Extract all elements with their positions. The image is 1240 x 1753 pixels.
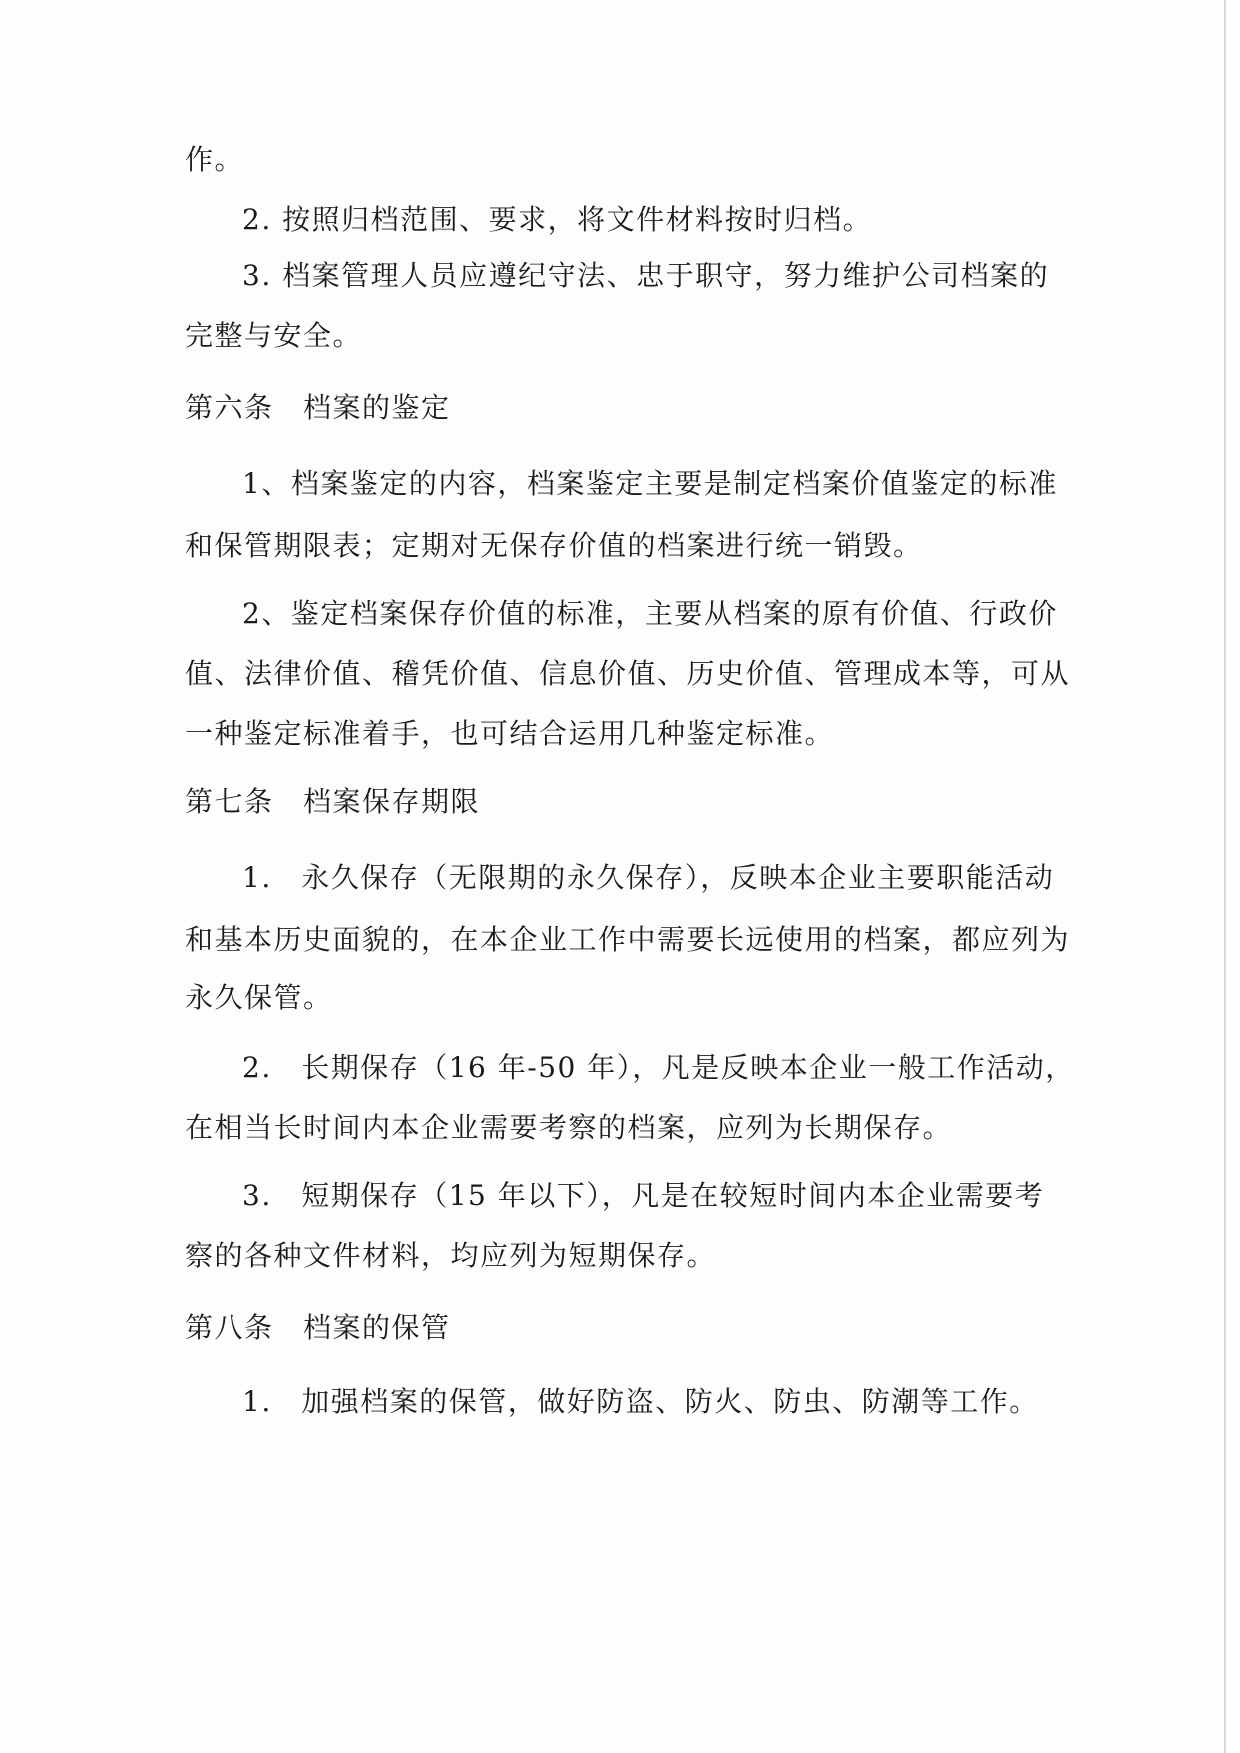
- paragraph-line: 作。: [185, 143, 245, 176]
- paragraph-line: 和基本历史面貌的，在本企业工作中需要长远使用的档案，都应列为: [185, 923, 1071, 956]
- paragraph-line: 2. 按照归档范围、要求，将文件材料按时归档。: [242, 203, 873, 236]
- paragraph-line: 1. 加强档案的保管，做好防盗、防火、防虫、防潮等工作。: [242, 1385, 1039, 1418]
- paragraph-line: 永久保管。: [185, 981, 333, 1014]
- paragraph-line: 1、档案鉴定的内容，档案鉴定主要是制定档案价值鉴定的标准: [242, 467, 1058, 500]
- paragraph-line: 2. 长期保存（16 年-50 年），凡是反映本企业一般工作活动，: [242, 1051, 1075, 1084]
- paragraph-line: 2、鉴定档案保存价值的标准，主要从档案的原有价值、行政价: [242, 597, 1058, 630]
- paragraph-line: 完整与安全。: [185, 319, 363, 352]
- scan-edge-divider: [1224, 0, 1226, 1753]
- paragraph-line: 在相当长时间内本企业需要考察的档案，应列为长期保存。: [185, 1111, 953, 1144]
- paragraph-line: 察的各种文件材料，均应列为短期保存。: [185, 1239, 717, 1272]
- paragraph-line: 值、法律价值、稽凭价值、信息价值、历史价值、管理成本等，可从: [185, 657, 1071, 690]
- section-heading: 第七条 档案保存期限: [185, 785, 481, 818]
- paragraph-line: 1. 永久保存（无限期的永久保存），反映本企业主要职能活动: [242, 861, 1055, 894]
- paragraph-line: 一种鉴定标准着手，也可结合运用几种鉴定标准。: [185, 717, 835, 750]
- section-heading: 第八条 档案的保管: [185, 1311, 451, 1344]
- paragraph-line: 3. 短期保存（15 年以下），凡是在较短时间内本企业需要考: [242, 1179, 1045, 1212]
- paragraph-line: 3. 档案管理人员应遵纪守法、忠于职守，努力维护公司档案的: [242, 259, 1050, 292]
- section-heading: 第六条 档案的鉴定: [185, 391, 451, 424]
- paragraph-line: 和保管期限表；定期对无保存价值的档案进行统一销毁。: [185, 529, 923, 562]
